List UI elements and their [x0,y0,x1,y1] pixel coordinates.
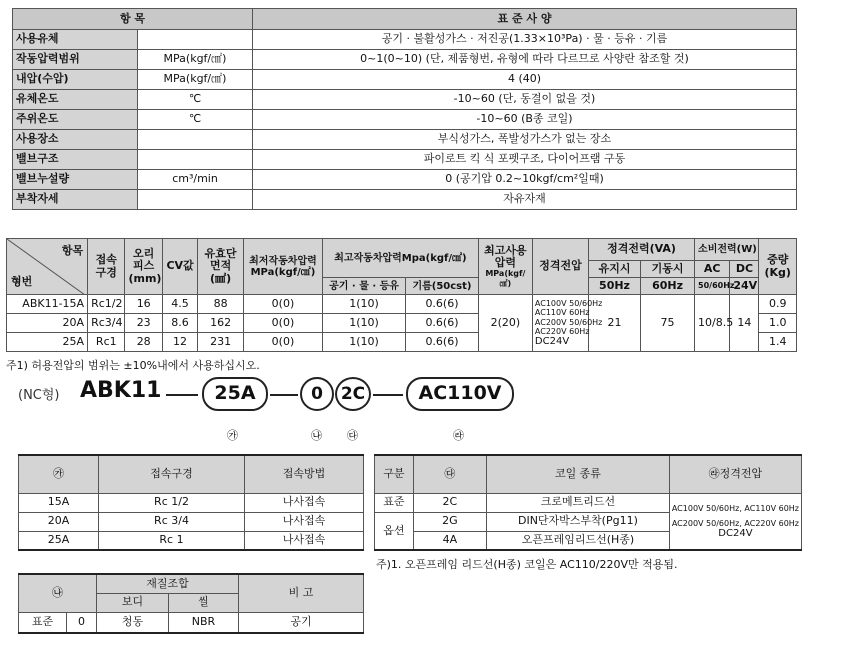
conn-struct: Rc 1 [99,531,245,550]
spec-row-name: 작동압력범위 [13,50,138,70]
coil-h-kind: 코일 종류 [487,455,670,493]
maxp-oil-cell: 0.6(6) [406,333,479,352]
coil-code: 2C [413,493,486,512]
table-row [375,493,802,512]
mat-remark: 공기 [239,612,364,633]
model-h-power: 정격전력(VA) [589,239,695,261]
table-row [19,512,364,531]
conn-size: 15A [19,493,99,512]
maxp-oil-cell: 0.6(6) [406,314,479,333]
maxp-air-cell: 1(10) [322,333,405,352]
order-size-box: 25A [202,377,268,411]
mat-h-remark: 비 고 [239,574,364,612]
spec-row-name: 사용유체 [13,30,138,50]
mat-body: 청동 [97,612,169,633]
order-voltage-box: AC110V [406,377,514,411]
conn-struct: Rc 1/2 [99,493,245,512]
spec-row-name: 사용장소 [13,130,138,150]
note-open-frame: 주)1. 오픈프레임 리드선(H종) 코일은 AC110/220V만 적용됨. [376,558,678,571]
spec-row-value: 0~1(0~10) (단, 제품형번, 유형에 따라 다르므로 사양란 참조할 것) [253,50,797,70]
model-h-model: 형번 [11,274,33,288]
coil-volt-line: AC200V 50/60Hz, AC220V 60Hz [671,518,799,528]
area-cell: 162 [198,314,244,333]
model-h-cons: 소비전력(W) [695,239,759,261]
order-coil-circle: 2C [335,377,371,411]
mat-seal: NBR [169,612,239,633]
voltage-line: AC100V 50/60Hz [534,299,603,309]
model-h-ac: AC [695,261,730,278]
spec-header-item: 항 목 [13,9,253,30]
coil-kind: 오픈프레임리드선(H종) [487,531,670,550]
voltage-line: AC220V 60Hz [534,326,590,336]
coil-opt-label: 옵션 [375,512,414,550]
model-h-60hz: 60Hz [641,278,695,295]
model-h-maxuse [478,239,532,295]
order-nc-label: (NC형) [18,388,60,403]
weight-cell: 1.4 [759,333,797,352]
conn-size: 25A [19,531,99,550]
connection-table [18,454,364,551]
spec-row-value: 공기 · 불활성가스 · 저진공(1.33×10³Pa) · 물 · 등유 · 기름 [253,30,797,50]
model-cell: ABK11-15A [7,295,88,314]
spec-row-name: 부착자세 [13,190,138,210]
power-start-cell: 75 [641,295,695,352]
cons-dc-cell: 14 [730,295,759,352]
conn-struct: Rc 3/4 [99,512,245,531]
maxp-air-cell: 1(10) [322,314,405,333]
weight-cell: 0.9 [759,295,797,314]
conn-cell: Rc1 [88,333,125,352]
coil-code: 2G [413,512,486,531]
order-dash [270,394,298,396]
voltage-cell [532,295,603,352]
coil-kind: DIN단자박스부착(Pg11) [487,512,670,531]
spec-row-unit [138,150,253,170]
model-h-50hz: 50Hz [589,278,641,295]
spec-row-name: 유체온도 [13,90,138,110]
power-hold-cell: 21 [589,295,641,352]
maxp-oil-cell: 0.6(6) [406,295,479,314]
spec-table [12,8,797,210]
spec-row-unit [138,30,253,50]
minp-cell: 0(0) [243,314,322,333]
maxuse-cell: 2(20) [478,295,532,352]
model-h-voltage: 정격전압 [532,239,588,295]
order-dash [373,394,403,396]
voltage-line: AC200V 50/60Hz [534,317,603,327]
cons-ac-cell: 10/8.5 [695,295,730,352]
order-material-circle: 0 [300,377,334,411]
conn-size: 20A [19,512,99,531]
order-mark-c: ㉰ [347,429,358,442]
order-mark-a: ㉮ [227,429,238,442]
spec-row-name: 내압(수압) [13,70,138,90]
model-h-minp: 최저작동차압력 MPa(kgf/㎠) [243,239,322,295]
conn-cell: Rc3/4 [88,314,125,333]
mat-h-combo: 재질조합 [97,574,239,593]
model-h-ac-sub: 50/60Hz [695,278,730,295]
coil-kind: 크로메트리드선 [487,493,670,512]
model-h-dc-sub: 24V [730,278,759,295]
model-cell: 20A [7,314,88,333]
model-h-maxp: 최고작동차압력Mpa(kgf/㎠) [322,239,478,278]
spec-row-value: -10~60 (B종 코일) [253,110,797,130]
conn-method: 나사접속 [245,531,364,550]
orifice-cell: 23 [125,314,162,333]
model-h-maxp-oil: 기름(50cst) [406,278,479,295]
model-h-orifice: 오리피스(mm) [125,239,162,295]
model-h-maxuse-label: 최고사용압력 [484,244,527,270]
voltage-dc: DC24V [534,335,570,347]
area-cell: 88 [198,295,244,314]
voltage-line: AC110V 60Hz [534,308,590,318]
coil-table [374,454,802,551]
order-series: ABK11 [80,378,162,403]
coil-std-label: 표준 [375,493,414,512]
orifice-cell: 28 [125,333,162,352]
spec-row-unit: MPa(kgf/㎠) [138,50,253,70]
table-row [19,531,364,550]
minp-cell: 0(0) [243,295,322,314]
spec-row-value: 0 (공기압 0.2~10kgf/cm²일때) [253,170,797,190]
conn-h-method: 접속방법 [245,455,364,493]
spec-row-value: 자유자재 [253,190,797,210]
spec-row-unit: ℃ [138,90,253,110]
model-h-area: 유효단면적(㎟) [198,239,244,295]
model-h-weight: 중량(Kg) [759,239,797,295]
mat-h-body: 보디 [97,593,169,612]
order-mark-b: ㉯ [311,429,322,442]
table-row [19,493,364,512]
orifice-cell: 16 [125,295,162,314]
spec-row-value: -10~60 (단, 동결이 없을 것) [253,90,797,110]
order-mark-d: ㉱ [453,429,464,442]
model-h-cv: CV값 [162,239,197,295]
spec-row-value: 부식성가스, 폭발성가스가 없는 장소 [253,130,797,150]
weight-cell: 1.0 [759,314,797,333]
spec-row-unit [138,130,253,150]
cv-cell: 8.6 [162,314,197,333]
spec-row-name: 밸브구조 [13,150,138,170]
coil-h-mark: ㉰ [413,455,486,493]
mat-code: 0 [67,612,97,633]
mat-h-seal: 씰 [169,593,239,612]
model-h-start: 기동시 [641,261,695,278]
coil-h-type: 구분 [375,455,414,493]
model-h-hold: 유지시 [589,261,641,278]
model-corner-header [7,239,88,295]
maxp-air-cell: 1(10) [322,295,405,314]
model-cell: 25A [7,333,88,352]
conn-method: 나사접속 [245,512,364,531]
model-h-item: 항목 [61,244,84,257]
coil-volt-cell [669,493,801,550]
table-row [7,295,797,314]
coil-h-volt: ㉱정격전압 [669,455,801,493]
coil-volt-line: AC100V 50/60Hz, AC110V 60Hz [671,503,799,513]
cv-cell: 12 [162,333,197,352]
spec-row-name: 주위온도 [13,110,138,130]
model-h-maxuse-unit: MPa(kgf/㎠) [485,269,526,288]
coil-code: 4A [413,531,486,550]
mat-type: 표준 [19,612,67,633]
spec-row-unit [138,190,253,210]
minp-cell: 0(0) [243,333,322,352]
conn-h-struct: 접속구경 [99,455,245,493]
conn-h-mark: ㉮ [19,455,99,493]
conn-method: 나사접속 [245,493,364,512]
model-h-dc: DC [730,261,759,278]
spec-row-name: 밸브누설량 [13,170,138,190]
model-h-maxp-air: 공기 · 물 · 등유 [322,278,405,295]
table-row [19,612,364,633]
spec-row-unit: ℃ [138,110,253,130]
area-cell: 231 [198,333,244,352]
spec-header-standard: 표 준 사 양 [253,9,797,30]
conn-cell: Rc1/2 [88,295,125,314]
mat-h-mark: ㉯ [19,574,97,612]
model-table [6,238,797,352]
spec-row-unit: MPa(kgf/㎠) [138,70,253,90]
spec-row-unit: cm³/min [138,170,253,190]
spec-row-value: 4 (40) [253,70,797,90]
model-h-conn: 접속구경 [88,239,125,295]
coil-volt-line: DC24V [718,527,753,539]
material-table [18,573,364,634]
note-voltage-range: 주1) 허용전압의 범위는 ±10%내에서 사용하십시오. [6,359,260,372]
cv-cell: 4.5 [162,295,197,314]
spec-row-value: 파이로트 킥 식 포펫구조, 다이어프램 구동 [253,150,797,170]
order-dash [166,394,198,396]
